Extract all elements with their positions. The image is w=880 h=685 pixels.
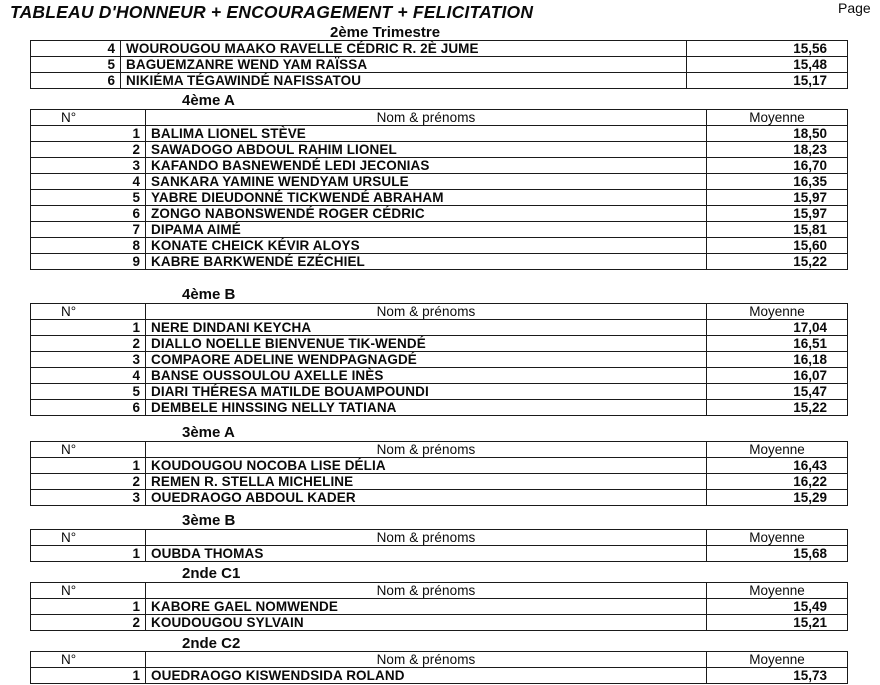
student-average: 16,07 [707,368,848,384]
table-header-row [31,442,848,458]
student-name: NERE DINDANI KEYCHA [146,320,707,336]
student-average: 15,48 [687,57,848,73]
column-header-average: Moyenne [707,442,848,458]
table-row [31,546,848,562]
rank-number: 3 [31,158,146,174]
table-row [31,126,848,142]
table-row [31,458,848,474]
student-name: DIALLO NOELLE BIENVENUE TIK-WENDÉ [146,336,707,352]
rank-number: 2 [31,615,146,631]
student-name: BANSE OUSSOULOU AXELLE INÈS [146,368,707,384]
student-average: 15,22 [707,254,848,270]
column-header-name: Nom & prénoms [146,583,707,599]
column-header-name: Nom & prénoms [146,652,707,668]
table-row [31,158,848,174]
student-average: 15,68 [707,546,848,562]
student-name: BAGUEMZANRE WEND YAM RAÏSSA [121,57,687,73]
table-row [31,254,848,270]
student-name: NIKIÉMA TÉGAWINDÉ NAFISSATOU [121,73,687,89]
table-row [31,599,848,615]
rank-number: 2 [31,336,146,352]
student-average: 16,51 [707,336,848,352]
document-title: TABLEAU D'HONNEUR + ENCOURAGEMENT + FELICITATION [10,2,534,22]
rank-number: 5 [31,384,146,400]
table-row [31,615,848,631]
rank-number: 1 [31,126,146,142]
student-name: OUBDA THOMAS [146,546,707,562]
student-average: 16,70 [707,158,848,174]
class-table [30,441,848,506]
student-average: 15,29 [707,490,848,506]
table-row [31,73,848,89]
rank-number: 1 [31,668,146,684]
class-table [30,529,848,562]
student-name: SANKARA YAMINE WENDYAM URSULE [146,174,707,190]
table-row [31,206,848,222]
class-heading: 3ème B [182,512,236,529]
column-header-average: Moyenne [707,530,848,546]
rank-number: 2 [31,474,146,490]
student-name: WOUROUGOU MAAKO RAVELLE CÉDRIC R. 2È JUME [121,41,687,57]
student-average: 15,49 [707,599,848,615]
student-name: OUEDRAOGO KISWENDSIDA ROLAND [146,668,707,684]
table-row [31,41,848,57]
class-heading: 4ème B [182,286,236,303]
student-name: BALIMA LIONEL STÈVE [146,126,707,142]
table-header-row [31,304,848,320]
class-table [30,40,848,89]
rank-number: 4 [31,41,121,57]
column-header-number: N° [31,110,146,126]
student-average: 16,43 [707,458,848,474]
table-row [31,57,848,73]
table-row [31,368,848,384]
student-average: 16,22 [707,474,848,490]
student-name: OUEDRAOGO ABDOUL KADER [146,490,707,506]
table-row [31,474,848,490]
rank-number: 3 [31,352,146,368]
rank-number: 9 [31,254,146,270]
student-average: 17,04 [707,320,848,336]
student-average: 15,60 [707,238,848,254]
student-name: DEMBELE HINSSING NELLY TATIANA [146,400,707,416]
student-name: SAWADOGO ABDOUL RAHIM LIONEL [146,142,707,158]
table-row [31,142,848,158]
rank-number: 1 [31,546,146,562]
student-average: 15,81 [707,222,848,238]
rank-number: 7 [31,222,146,238]
student-name: REMEN R. STELLA MICHELINE [146,474,707,490]
column-header-average: Moyenne [707,652,848,668]
student-average: 15,97 [707,190,848,206]
rank-number: 5 [31,57,121,73]
column-header-average: Moyenne [707,304,848,320]
class-heading: 4ème A [182,92,235,109]
table-row [31,352,848,368]
student-average: 15,56 [687,41,848,57]
table-header-row [31,652,848,668]
table-row [31,190,848,206]
rank-number: 1 [31,320,146,336]
student-name: KOUDOUGOU NOCOBA LISE DÉLIA [146,458,707,474]
student-average: 16,35 [707,174,848,190]
column-header-name: Nom & prénoms [146,110,707,126]
class-table [30,651,848,684]
table-row [31,238,848,254]
student-name: ZONGO NABONSWENDÉ ROGER CÉDRIC [146,206,707,222]
student-name: KAFANDO BASNEWENDÉ LEDI JECONIAS [146,158,707,174]
class-table [30,303,848,416]
column-header-name: Nom & prénoms [146,530,707,546]
table-row [31,490,848,506]
student-name: COMPAORE ADELINE WENDPAGNAGDÉ [146,352,707,368]
rank-number: 6 [31,400,146,416]
student-average: 18,23 [707,142,848,158]
rank-number: 1 [31,599,146,615]
rank-number: 5 [31,190,146,206]
rank-number: 6 [31,206,146,222]
student-average: 15,73 [707,668,848,684]
rank-number: 4 [31,174,146,190]
class-heading: 3ème A [182,424,235,441]
page-label: Page [838,0,871,16]
rank-number: 8 [31,238,146,254]
table-row [31,668,848,684]
class-heading: 2nde C2 [182,635,241,652]
column-header-name: Nom & prénoms [146,304,707,320]
student-name: DIPAMA AIMÉ [146,222,707,238]
table-row [31,384,848,400]
student-name: YABRE DIEUDONNÉ TICKWENDÉ ABRAHAM [146,190,707,206]
student-name: DIARI THÉRESA MATILDE BOUAMPOUNDI [146,384,707,400]
rank-number: 3 [31,490,146,506]
column-header-number: N° [31,304,146,320]
student-name: KABRE BARKWENDÉ EZÉCHIEL [146,254,707,270]
class-heading: 2nde C1 [182,565,241,582]
class-table [30,582,848,631]
rank-number: 2 [31,142,146,158]
student-average: 16,18 [707,352,848,368]
student-name: KOUDOUGOU SYLVAIN [146,615,707,631]
column-header-number: N° [31,583,146,599]
table-row [31,174,848,190]
student-average: 15,21 [707,615,848,631]
class-table [30,109,848,270]
term-subtitle: 2ème Trimestre [330,24,441,41]
column-header-average: Moyenne [707,110,848,126]
student-average: 18,50 [707,126,848,142]
column-header-name: Nom & prénoms [146,442,707,458]
table-row [31,222,848,238]
student-name: KABORE GAEL NOMWENDE [146,599,707,615]
student-average: 15,47 [707,384,848,400]
column-header-number: N° [31,442,146,458]
table-header-row [31,530,848,546]
student-average: 15,22 [707,400,848,416]
table-header-row [31,583,848,599]
table-row [31,400,848,416]
student-average: 15,17 [687,73,848,89]
table-row [31,336,848,352]
column-header-number: N° [31,652,146,668]
table-header-row [31,110,848,126]
student-name: KONATE CHEICK KÉVIR ALOYS [146,238,707,254]
column-header-average: Moyenne [707,583,848,599]
table-row [31,320,848,336]
column-header-number: N° [31,530,146,546]
rank-number: 4 [31,368,146,384]
rank-number: 6 [31,73,121,89]
rank-number: 1 [31,458,146,474]
student-average: 15,97 [707,206,848,222]
